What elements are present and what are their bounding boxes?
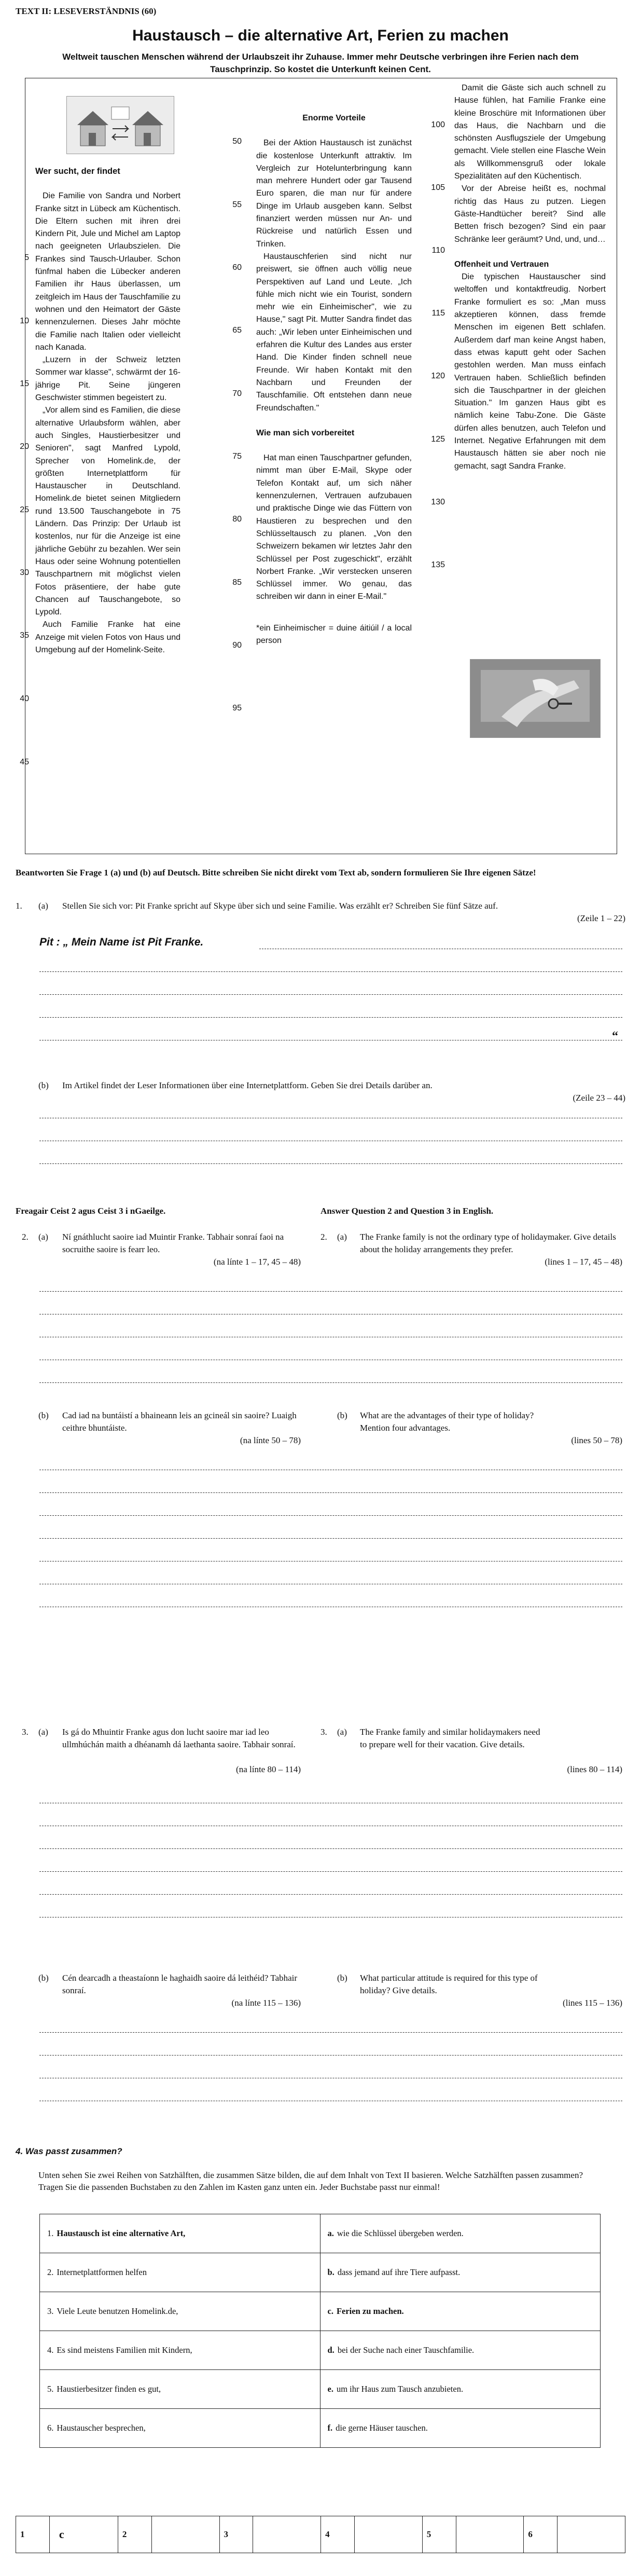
answer-line[interactable]	[39, 1291, 622, 1292]
q3a-question-en: The Franke family and similar holidaymakers need to prepare well for their vacation. Give details.	[360, 1727, 540, 1749]
answer-input-cell[interactable]	[354, 2516, 422, 2553]
line-number: 25	[20, 505, 29, 514]
closing-quote: “	[612, 1030, 618, 1043]
left-half-cell	[40, 2409, 320, 2448]
q3b-label-en: (b)	[337, 1973, 347, 1983]
left-half-text: Haustausch ist eine alternative Art,	[57, 2228, 186, 2238]
line-number: 15	[20, 379, 29, 388]
answer-input-cell[interactable]	[253, 2516, 321, 2553]
col2-paragraph: Hat man einen Tauschpartner gefunden, nimmt man über E-Mail, Skype oder Telefon Kontakt auf, um sich näher kennenzulernen, Vertrauen aufzubauen und praktische Dinge wie das Füttern von Haustieren zu besprechen und den Schlüsseltausch zu planen. „Von den Schweizern bekamen wir letztes Jahr den Schlüssel per Post zugeschickt", erzählt Norbert Franke. „Wir verstecken unseren Schlüssel immer. Wo genau, das schreiben wir dann in einer E-Mail."	[256, 454, 412, 601]
answer-grid	[16, 2516, 625, 2553]
line-number: 5	[24, 253, 29, 262]
left-half-cell	[40, 2253, 320, 2292]
q2a-ref-ga: (na línte 1 – 17, 45 – 48)	[213, 1257, 301, 1267]
q4-instructions: Unten sehen Sie zwei Reihen von Satzhälften, die zusammen Sätze bilden, die auf dem Inhalt von Text II basieren. Welche Satzhälften passen zusammen? Tragen Sie die passenden Buchstaben zu den Zahlen im Kasten ganz unten ein. Jeder Buchstabe passt nur einmal!	[38, 2170, 583, 2192]
q1b-label: (b)	[38, 1080, 49, 1090]
q2b-ref-ga: (na línte 50 – 78)	[240, 1435, 301, 1445]
right-half-letter: d.	[327, 2345, 335, 2355]
right-half-text: die gerne Häuser tauschen.	[336, 2423, 428, 2433]
right-half-letter: f.	[327, 2423, 333, 2433]
col2-heading-1: Enorme Vorteile	[302, 114, 366, 122]
q2-number-ga: 2.	[22, 1232, 29, 1242]
line-number: 60	[232, 263, 242, 272]
line-number: 100	[431, 120, 445, 129]
answer-line[interactable]	[39, 1163, 622, 1164]
q2b-question-en: What are the advantages of their type of holiday? Mention four advantages.	[360, 1410, 534, 1433]
q3a-label-ga: (a)	[38, 1727, 48, 1737]
q3a-label-en: (a)	[337, 1727, 347, 1737]
col2-heading-2: Wie man sich vorbereitet	[256, 428, 355, 437]
left-half-cell	[40, 2370, 320, 2409]
right-half-letter: a.	[327, 2228, 334, 2238]
q4-heading: 4. Was passt zusammen?	[16, 2146, 122, 2156]
q2a-ref-en: (lines 1 – 17, 45 – 48)	[545, 1257, 622, 1267]
right-half-text: um ihr Haus zum Tausch anzubieten.	[336, 2384, 464, 2394]
q2b-label-en: (b)	[337, 1410, 347, 1420]
right-half-text: wie die Schlüssel übergeben werden.	[337, 2228, 464, 2238]
left-half-cell	[40, 2214, 320, 2253]
houses-icon	[67, 97, 174, 154]
col3-paragraph: Vor der Abreise heißt es, nochmal richtig das Haus zu putzen. Liegen Gäste-Handtücher bereit? Sind alle Betten frisch bezogen? Sind ein paar Schränke leer geräumt? Und, und, und…	[454, 184, 606, 244]
q2a-label-ga: (a)	[38, 1232, 48, 1242]
q3a-ref-ga: (na línte 80 – 114)	[236, 1764, 301, 1774]
q2a-question-ga: Ní gnáthlucht saoire iad Muintir Franke. Tabhair sonraí faoi na socruithe saoire is fearr leo.	[62, 1232, 284, 1254]
matching-table	[39, 2214, 601, 2448]
answer-line[interactable]	[39, 1492, 622, 1493]
right-half-cell	[320, 2370, 601, 2409]
left-half-number: 1.	[47, 2228, 54, 2238]
left-half-number: 3.	[47, 2306, 54, 2316]
answer-input-cell[interactable]: c	[49, 2516, 118, 2553]
line-number: 55	[232, 200, 242, 209]
col1-paragraph: Auch Familie Franke hat eine Anzeige mit vielen Fotos von Haus und Umgebung auf der Homelink-Seite.	[35, 620, 180, 654]
left-half-number: 5.	[47, 2384, 54, 2394]
answer-line[interactable]	[39, 1017, 622, 1018]
q3b-label-ga: (b)	[38, 1973, 49, 1983]
line-number: 80	[232, 515, 242, 524]
right-half-cell	[320, 2331, 601, 2370]
q2a-label-en: (a)	[337, 1232, 347, 1242]
answer-number-cell: 3	[219, 2516, 253, 2553]
line-number: 45	[20, 758, 29, 766]
answer-number-cell: 6	[524, 2516, 558, 2553]
line-number: 50	[232, 137, 242, 146]
irish-heading-text: Freagair Ceist 2 agus Ceist 3 i nGaeilge.	[16, 1206, 166, 1216]
answer-input-cell[interactable]	[558, 2516, 625, 2553]
q1b-line-ref: (Zeile 23 – 44)	[573, 1093, 625, 1103]
answer-line[interactable]	[39, 994, 622, 995]
right-half-text: dass jemand auf ihre Tiere aufpasst.	[337, 2267, 461, 2277]
answer-number-cell: 2	[118, 2516, 151, 2553]
article-column-2	[256, 112, 412, 647]
q1a-line-ref: (Zeile 1 – 22)	[577, 913, 625, 923]
answer-number-cell: 1	[16, 2516, 50, 2553]
col1-paragraph: Die Familie von Sandra und Norbert Franke sitzt in Lübeck am Küchentisch. Die Eltern suchen mit ihren drei Kindern Pit, Jule und Michel am Laptop nach geeigneten Urlaubszielen. Die Frankes sind Tausch-Urlauber. Schon fünfmal haben die Lübecker anderen Familien ihr Haus überlassen, um zeitgleich im Haus der Tauschfamilie zu wohnen und den Heimatort der Gäste kennenzulernen. Dieses Jahr möchte die Familie nach Italien oder vielleicht nach Kanada.	[35, 191, 180, 352]
q1a-question: Stellen Sie sich vor: Pit Franke spricht auf Skype über sich und seine Familie. Was erzählt er? Schreiben Sie fünf Sätze auf.	[62, 901, 498, 911]
right-half-text: bei der Suche nach einer Tauschfamilie.	[337, 2345, 475, 2355]
q3-number-en: 3.	[320, 1727, 327, 1737]
answer-input-cell[interactable]	[456, 2516, 524, 2553]
q3-number-ga: 3.	[22, 1727, 29, 1737]
col1-paragraph: „Vor allem sind es Familien, die diese alternative Urlaubsform wählen, aber auch Singles, Haustierbesitzer und Senioren", sagt Manfred Lypold, Sprecher von Homelink.de, der größten Internetplattform für Haustauscher in Deutschland. Homelink.de bietet seinen Mitgliedern rund 13.500 Tauschangebote in 75 Ländern. Das Prinzip: Der Urlaub ist kostenlos, nur für die Anzeige ist eine jährliche Gebühr zu bezahlen. Wer sein Haus oder seine Wohnung potentiellen Tauschpartnern mit möglichst vielen Fotos präsentiere, der habe gute Chancen auf Tauschangebote, so Lypold.	[35, 406, 180, 617]
line-number: 30	[20, 568, 29, 577]
answer-line[interactable]	[39, 1515, 622, 1516]
line-number: 120	[431, 372, 445, 380]
q2a-question-en: The Franke family is not the ordinary type of holidaymaker. Give details about the holiday arrangements they prefer.	[360, 1232, 616, 1254]
answer-line[interactable]	[39, 2032, 622, 2033]
q3a-question-ga: Is gá do Mhuintir Franke agus don lucht saoire mar iad leo ullmhúchán maith a dhéanamh dá laethanta saoire. Tabhair sonraí.	[62, 1727, 296, 1749]
match-row	[40, 2214, 601, 2253]
left-half-cell	[40, 2292, 320, 2331]
article-column-1	[35, 165, 180, 656]
q3b-ref-en: (lines 115 – 136)	[562, 1998, 622, 2008]
match-row	[40, 2370, 601, 2409]
q1a-label: (a)	[38, 901, 48, 911]
line-number: 70	[232, 389, 242, 398]
answer-line[interactable]	[39, 1538, 622, 1539]
line-number: 10	[20, 317, 29, 325]
q1b-question: Im Artikel findet der Leser Informationen über eine Internetplattform. Geben Sie drei Details darüber an.	[62, 1080, 433, 1090]
answer-line[interactable]	[39, 1848, 622, 1849]
answer-number-cell: 4	[321, 2516, 355, 2553]
q1-number: 1.	[16, 901, 22, 911]
left-half-cell	[40, 2331, 320, 2370]
instructions-german: Beantworten Sie Frage 1 (a) und (b) auf Deutsch. Bitte schreiben Sie nicht direkt vom Text ab, sondern formulieren Sie Ihre eigenen Sätze!	[16, 868, 536, 878]
line-number: 75	[232, 452, 242, 461]
match-row	[40, 2331, 601, 2370]
right-half-cell	[320, 2292, 601, 2331]
footnote: *ein Einheimischer = duine áitiúil / a local person	[256, 623, 412, 645]
left-half-text: Haustauscher besprechen,	[57, 2423, 146, 2433]
col2-paragraph: Haustauschferien sind nicht nur preiswert, sie öffnen auch völlig neue Perspektiven auf Land und Leute. „Ich fühle mich nicht wie ein Tourist, sondern mehr wie ein Einheimischer", wie zu Hause," sagt Pit. Mutter Sandra findet das auch: „Wir leben unter Einheimischen und erfahren die Kultur des Landes aus erster Hand. Die Kinder finden schnell neue Freunde. Wir haben Kontakt mit den Nachbarn und Freunden der Tauschfamilie. Oft entstehen dann neue Freundschaften."	[256, 252, 412, 413]
key-handover-icon	[470, 660, 600, 737]
answer-line[interactable]	[39, 1871, 622, 1872]
english-heading	[320, 1205, 493, 1217]
answer-input-cell[interactable]	[151, 2516, 219, 2553]
right-half-cell	[320, 2409, 601, 2448]
q3a-ref-en: (lines 80 – 114)	[567, 1764, 622, 1774]
left-half-text: Internetplattformen helfen	[57, 2267, 147, 2277]
col2-paragraph: Bei der Aktion Haustausch ist zunächst die kostenlose Unterkunft attraktiv. Im Vergleich zur Hotelunterbringung kann man mehrere Hundert oder gar Tausend Euro sparen, die man nur für andere Dinge im Urlaub ausgeben kann. Selbst finanziert werden müssen nur An- und Rückreise und natürlich Essen und Trinken.	[256, 139, 412, 249]
line-number: 135	[431, 560, 445, 569]
line-number: 130	[431, 498, 445, 506]
article-headline: Haustausch – die alternative Art, Ferien zu machen	[132, 27, 509, 44]
line-number: 105	[431, 183, 445, 192]
right-half-letter: c.	[327, 2306, 333, 2316]
right-half-cell	[320, 2253, 601, 2292]
left-half-number: 6.	[47, 2423, 54, 2433]
line-number: 40	[20, 694, 29, 703]
q2b-label-ga: (b)	[38, 1410, 49, 1420]
answer-line[interactable]	[39, 971, 622, 972]
col3-paragraph: Die typischen Haustauscher sind weltoffen und kontaktfreudig. Norbert Franke formuliert es so: „Man muss akzeptieren können, dass fremde Menschen im eigenen Bett schlafen. Außerdem darf man keine Angst haben, dass etwas kaputt geht oder Sachen gestohlen werden. Man muss einfach Vertrauen haben. Schließlich befinden sich die Tauschpartner in der gleichen Situation." Im ganzen Haus gibt es nämlich keine Tabu-Zone. Die Gäste dürfen alles benutzen, auch Telefon und Internet. Negative Erfahrungen mit dem Haustausch hätten sie aber noch nie gemacht, sagt Sandra Franke.	[454, 272, 606, 471]
match-row	[40, 2409, 601, 2448]
col3-heading: Offenheit und Vertrauen	[454, 259, 549, 269]
line-number: 115	[431, 309, 445, 318]
answer-line[interactable]	[39, 2055, 622, 2056]
left-half-text: Es sind meistens Familien mit Kindern,	[57, 2345, 192, 2355]
line-number: 85	[232, 578, 242, 587]
right-half-letter: b.	[327, 2267, 335, 2277]
irish-heading	[16, 1205, 165, 1217]
english-heading-text: Answer Question 2 and Question 3 in English.	[320, 1206, 494, 1216]
line-number: 90	[232, 641, 242, 650]
keys-photo	[470, 659, 601, 738]
line-number: 110	[431, 246, 445, 255]
q3b-ref-ga: (na línte 115 – 136)	[231, 1998, 301, 2008]
article-column-3	[454, 82, 606, 473]
left-half-number: 2.	[47, 2267, 54, 2277]
q1a-answer-start: Pit : „ Mein Name ist Pit Franke.	[39, 936, 204, 948]
col1-heading: Wer sucht, der findet	[35, 167, 120, 176]
q2-number-en: 2.	[320, 1232, 327, 1242]
match-row	[40, 2253, 601, 2292]
q3b-question-ga: Cén dearcadh a theastaíonn le haghaidh saoire dá leithéid? Tabhair sonraí.	[62, 1973, 298, 1995]
match-row	[40, 2292, 601, 2331]
left-half-text: Viele Leute benutzen Homelink.de,	[57, 2306, 178, 2316]
answer-line[interactable]	[39, 1382, 622, 1383]
q2b-question-ga: Cad iad na buntáistí a bhaineann leis an gcineál sin saoire? Luaigh ceithre bhuntáiste.	[62, 1410, 297, 1433]
line-number: 20	[20, 442, 29, 451]
answer-number-cell: 5	[422, 2516, 456, 2553]
article-intro: Weltweit tauschen Menschen während der Urlaubszeit ihr Zuhause. Immer mehr Deutsche verbringen ihre Ferien nach dem Tauschprinzip. So kostet die Unterkunft keinen Cent.	[62, 52, 579, 74]
house-exchange-illustration	[66, 96, 174, 154]
col1-paragraph: „Luzern in der Schweiz letzten Sommer war klasse", schwärmt der 16-jährige Pit. Seine jüngeren Geschwister stimmen begeistert zu.	[35, 355, 180, 403]
answer-line[interactable]	[39, 1894, 622, 1895]
q2b-ref-en: (lines 50 – 78)	[571, 1435, 622, 1445]
section-label: TEXT II: LESEVERSTÄNDNIS (60)	[16, 6, 157, 16]
line-number: 35	[20, 631, 29, 640]
right-half-letter: e.	[327, 2384, 333, 2394]
right-half-cell	[320, 2214, 601, 2253]
q3b-question-en: What particular attitude is required for this type of holiday? Give details.	[360, 1973, 538, 1995]
line-number: 125	[431, 435, 445, 444]
left-half-text: Haustierbesitzer finden es gut,	[57, 2384, 161, 2394]
line-number: 95	[232, 704, 242, 712]
right-half-text: Ferien zu machen.	[336, 2306, 404, 2316]
line-number: 65	[232, 326, 242, 335]
col3-paragraph: Damit die Gäste sich auch schnell zu Hause fühlen, hat Familie Franke eine kleine Broschüre mit Informationen über das Haus, die Nachbarn und die schönsten Ausflugsziele der Umgebung gemacht. Viele stellen eine Flasche Wein als Willkommensgruß oder lokale Spezialitäten auf den Küchentisch.	[454, 84, 606, 181]
left-half-number: 4.	[47, 2345, 54, 2355]
